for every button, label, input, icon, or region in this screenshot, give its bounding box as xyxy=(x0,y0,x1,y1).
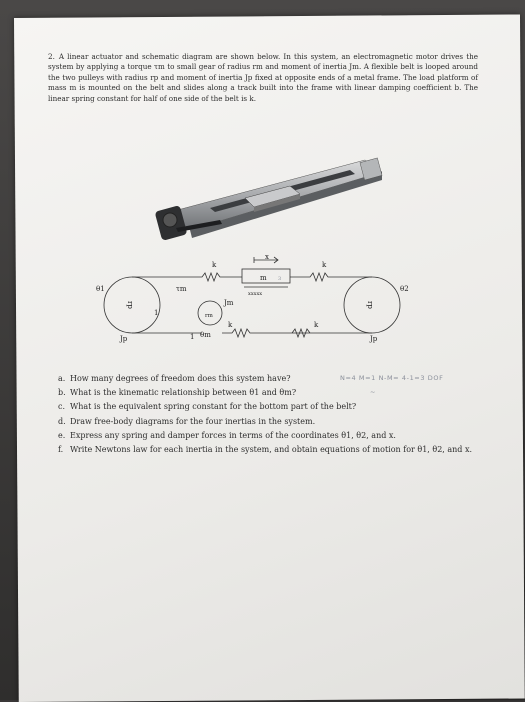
label-one-left: 1 xyxy=(154,309,159,317)
label-jm: Jm xyxy=(224,299,234,307)
linear-actuator-photo xyxy=(150,150,390,250)
question-item xyxy=(58,429,498,443)
label-tau-m: τm xyxy=(176,285,187,293)
question-text: Express any spring and damper forces in terms of the coordinates θ1, θ2, and x. xyxy=(70,430,396,440)
label-rm: rm xyxy=(205,313,213,319)
belt-top xyxy=(132,273,242,281)
question-text: How many degrees of freedom does this system have? xyxy=(70,374,291,383)
label-rp-right: rp xyxy=(366,301,374,309)
question-text: What is the kinematic relationship between θ1 and θm? xyxy=(70,388,297,398)
label-jp-right: Jp xyxy=(370,335,378,343)
label-mass: m xyxy=(260,274,267,282)
question-text: What is the equivalent spring constant for the bottom part of the belt? xyxy=(70,402,357,412)
label-theta1: θ1 xyxy=(96,285,105,293)
problem-text: A linear actuator and schematic diagram are shown below. In this system, an electromagnetic motor drives the system by applying a torque τm to small gear of radius rm and moment of inertia Jm. A flexible belt is looped around the two pulleys with radius rp and moment of inertia Jp fixed at opposite ends of a metal frame. The load platform of mass m is mounted on the belt and slides along a track built into the frame with linear damping coefficient b. The linear spring constant for half of one side of the belt is k. xyxy=(48,52,478,103)
label-theta2: θ2 xyxy=(400,285,409,293)
problem-number: 2. xyxy=(48,52,55,61)
question-item xyxy=(58,400,498,414)
label-k-bottom-right: k xyxy=(314,321,319,329)
question-label: c. xyxy=(58,402,66,412)
schematic-diagram xyxy=(82,255,502,360)
label-jp-left: Jp xyxy=(120,335,128,343)
question-text: Write Newtons law for each inertia in the system, and obtain equations of motion for θ1, θ2, and x. xyxy=(70,445,473,455)
question-label: a. xyxy=(58,374,66,383)
question-list xyxy=(58,372,498,457)
question-text: Draw free-body diagrams for the four inertias in the system. xyxy=(70,416,316,426)
question-item xyxy=(58,386,498,400)
label-one-mid: 1 xyxy=(190,333,195,341)
question-label: b. xyxy=(58,388,66,398)
label-damper: xxxxx xyxy=(248,291,263,297)
question-label: f. xyxy=(58,445,64,455)
handwritten-dof-note: N=4 M=1 N-M= 4-1=3 DOF xyxy=(340,374,444,382)
label-rp-left: rp xyxy=(126,301,134,309)
problem-intro xyxy=(48,52,478,104)
label-x: x xyxy=(265,255,269,261)
label-thetam: θm xyxy=(200,331,211,339)
question-label: d. xyxy=(58,416,66,426)
label-k-top-right: k xyxy=(322,261,327,269)
question-item xyxy=(58,415,498,429)
handwritten-b-note: ~ xyxy=(370,388,377,396)
label-mass-note: 3 xyxy=(278,276,282,282)
label-k-bottom-left: k xyxy=(228,321,233,329)
question-item xyxy=(58,443,498,457)
question-label: e. xyxy=(58,430,66,440)
label-k-top-left: k xyxy=(212,261,217,269)
